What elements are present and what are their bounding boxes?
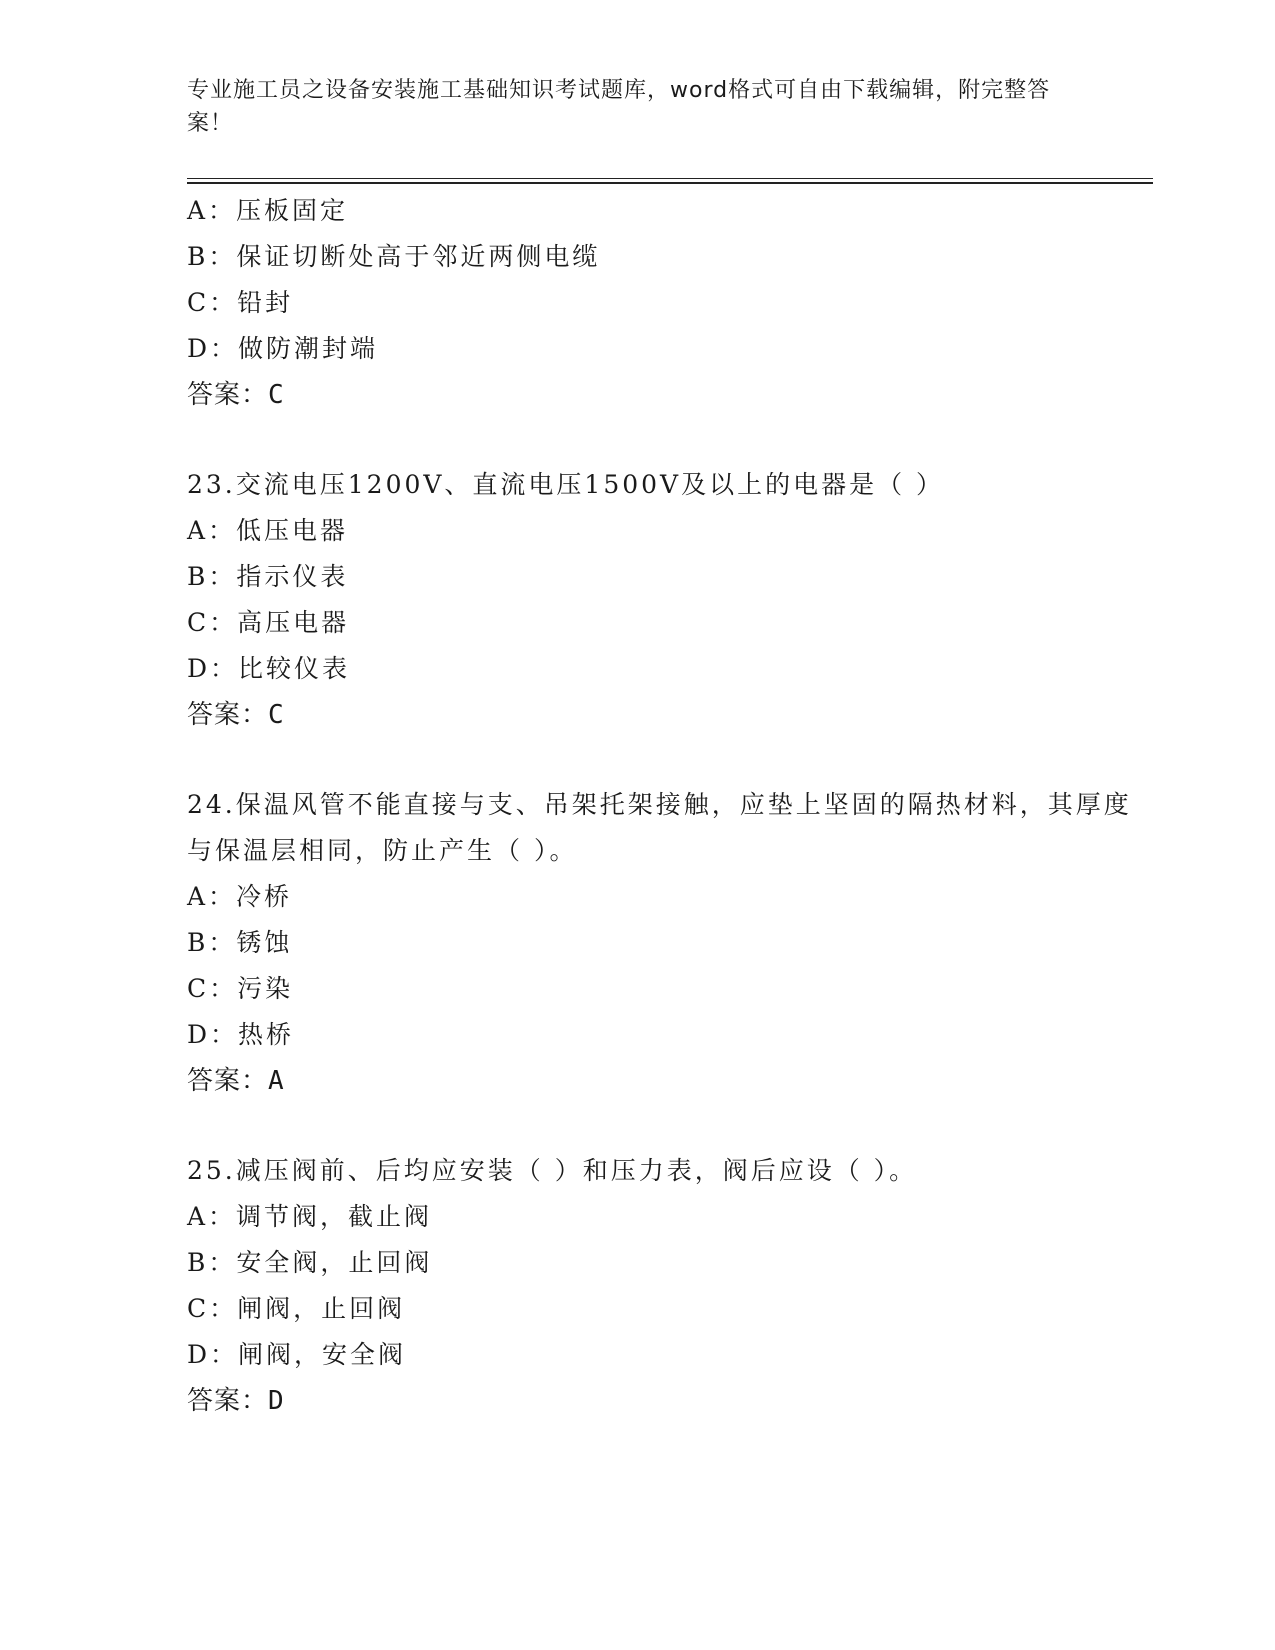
answer-value: C <box>268 380 285 410</box>
spacer <box>187 418 1153 462</box>
option-a: A：压板固定 <box>187 196 349 225</box>
option-c: C：污染 <box>187 974 294 1003</box>
question-text: 24.保温风管不能直接与支、吊架托架接触，应垫上坚固的隔热材料，其厚度与保温层相同，防止产生（ ）。 <box>187 790 1132 865</box>
option-b: B：指示仪表 <box>187 562 349 591</box>
option-b: B：锈蚀 <box>187 928 293 957</box>
option-d: D：闸阀，安全阀 <box>187 1340 407 1369</box>
option-a: A：低压电器 <box>187 516 349 545</box>
question-24 <box>187 782 1153 1104</box>
question-text: 25.减压阀前、后均应安装（ ）和压力表，阀后应设（ ）。 <box>187 1156 918 1185</box>
option-d: D：比较仪表 <box>187 654 351 683</box>
header-divider-thick <box>187 182 1153 184</box>
answer-value: D <box>268 1386 285 1416</box>
option-d: D：做防潮封端 <box>187 334 379 363</box>
option-c: C：铅封 <box>187 288 294 317</box>
spacer <box>187 738 1153 782</box>
option-c: C：高压电器 <box>187 608 350 637</box>
option-a: A：调节阀，截止阀 <box>187 1202 433 1231</box>
question-25 <box>187 1148 1153 1424</box>
header-divider-thin <box>187 178 1153 179</box>
question-list <box>187 188 1153 1424</box>
answer-value: A <box>268 1066 285 1096</box>
question-23 <box>187 462 1153 738</box>
option-b: B：保证切断处高于邻近两侧电缆 <box>187 242 601 271</box>
answer-label: 答案： <box>187 700 269 730</box>
answer-label: 答案： <box>187 380 269 410</box>
document-header <box>187 74 1067 140</box>
answer-line <box>187 692 1153 738</box>
header-title: 专业施工员之设备安装施工基础知识考试题库，word格式可自由下载编辑，附完整答案！ <box>187 78 1051 136</box>
answer-line <box>187 372 1153 418</box>
option-d: D：热桥 <box>187 1020 295 1049</box>
answer-label: 答案： <box>187 1386 269 1416</box>
option-a: A：冷桥 <box>187 882 293 911</box>
answer-value: C <box>268 700 285 730</box>
option-c: C：闸阀，止回阀 <box>187 1294 406 1323</box>
option-b: B：安全阀，止回阀 <box>187 1248 433 1277</box>
spacer <box>187 1104 1153 1148</box>
question-22-continued <box>187 188 1153 418</box>
answer-line <box>187 1058 1153 1104</box>
question-text: 23.交流电压1200V、直流电压1500V及以上的电器是（ ） <box>187 470 945 499</box>
answer-line <box>187 1378 1153 1424</box>
answer-label: 答案： <box>187 1066 269 1096</box>
